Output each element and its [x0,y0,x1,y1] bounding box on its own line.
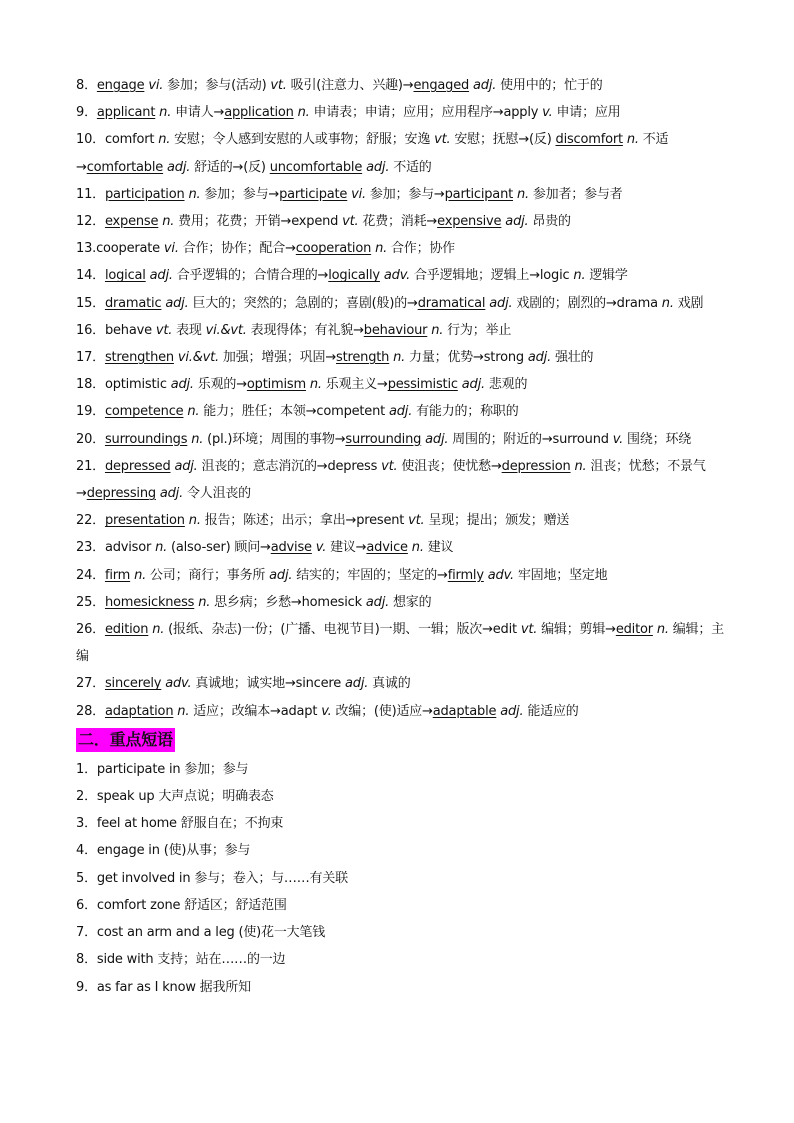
entry-text: 安慰；令人感到安慰的人或事物；舒服；安逸 [170,132,435,148]
entry-text: 合作；协作；配合→ [178,241,296,257]
part-of-speech: v. [315,540,327,556]
entry-text: 舒适的→(反) [190,159,270,175]
keyword: expensive [437,214,502,230]
entry-text: 吸引(注意力、兴趣)→ [286,78,414,93]
part-of-speech: n. [516,186,529,202]
vocab-entry [76,235,726,262]
vocab-entry [76,426,726,453]
part-of-speech: n. [134,567,147,583]
vocab-entry [76,126,726,180]
part-of-speech: vt. [434,132,451,148]
entry-text: 9． [76,105,97,121]
entry-text: 14． [76,268,105,284]
keyword: participation [104,186,185,202]
vocab-entry [76,670,726,697]
entry-text: 令人沮丧的 [183,486,251,502]
keyword: logically [328,268,380,284]
entry-text: 不适的 [389,159,432,175]
part-of-speech: adj. [489,295,513,311]
phrase-item: 1．participate in 参加；参与 [76,761,249,777]
vocab-entry [76,698,726,725]
entry-text: 周围的；附近的→surround [448,431,613,447]
vocab-entry [76,72,726,99]
part-of-speech: adj. [505,214,529,230]
part-of-speech: vt. [342,214,359,230]
entry-text: 结实的；牢固的；坚定的→ [292,567,448,583]
part-of-speech: n. [661,295,674,311]
part-of-speech: vi. [148,78,164,93]
vocab-entry [76,344,726,371]
phrase-item: 4．engage in (使)从事；参与 [76,843,251,859]
entry-text: 参加者；参与者 [528,186,623,202]
part-of-speech: adj. [425,431,449,447]
part-of-speech: vi. [163,241,179,257]
part-of-speech: n. [309,377,322,393]
keyword: comfortable [86,159,164,175]
entry-text: 乐观主义→ [321,377,388,393]
entry-text: 27． [76,676,105,692]
part-of-speech: n. [573,268,586,284]
entry-text: 申请表；申请；应用；应用程序→apply [309,105,543,121]
entry-text: 20． [76,431,105,447]
vocab-entry [76,562,726,589]
entry-text: 戏剧的；剧烈的→drama [512,295,662,311]
keyword: participant [444,186,514,202]
keyword: firmly [447,567,484,583]
part-of-speech: vt. [270,78,287,93]
part-of-speech: v. [542,105,553,121]
entry-text: 编辑；剪辑→ [537,622,616,638]
keyword: presentation [104,513,185,529]
part-of-speech: adj. [269,567,293,583]
part-of-speech: n. [188,186,201,202]
vocab-entry [76,262,726,289]
entry-text: 呈现；提出；颁发；赠送 [424,513,570,529]
entry-text: 公司；商行；事务所 [146,567,270,583]
entry-text: 沮丧的；意志消沉的→depress [197,458,382,474]
keyword: dramatic [104,295,162,311]
entry-text: 悲观的 [484,377,528,393]
part-of-speech: n. [297,105,310,121]
keyword: applicant [96,105,156,121]
keyword: depressed [104,458,171,474]
part-of-speech: adj. [170,377,194,393]
entry-text: 建议→ [326,540,367,556]
entry-text: 28． [76,703,105,719]
part-of-speech: adj. [345,676,369,692]
entry-text: 使沮丧；使忧愁→ [397,458,502,474]
keyword: advise [270,540,312,556]
part-of-speech: adj. [167,159,191,175]
vocab-entry [76,589,726,616]
keyword: homesickness [104,594,195,610]
entry-text: 牢固地；坚定地 [513,567,608,583]
part-of-speech: vi.&vt. [205,322,247,338]
keyword: application [224,105,294,121]
entry-text: (报纸、杂志)一份；(广播、电视节目)一期、一辑；版次→edit [164,622,521,638]
part-of-speech: n. [177,703,190,719]
keyword: sincerely [104,676,162,692]
part-of-speech: adj. [159,486,184,502]
vocab-entry [76,99,726,126]
part-of-speech: n. [393,350,406,366]
entry-text: 22． [76,513,105,529]
keyword: engage [96,78,145,93]
keyword: depression [501,458,571,474]
part-of-speech: n. [162,214,175,230]
entry-text: 想家的 [389,594,432,610]
entry-text: 16．behave [76,322,156,338]
entry-text: 改编；(使)适应→ [331,703,433,719]
entry-text: 报告；陈述；出示；拿出→present [200,513,409,529]
entry-text: 昂贵的 [528,214,571,230]
phrase-item: 8．side with 支持；站在……的一边 [76,952,286,968]
part-of-speech: adv. [487,567,514,583]
entry-text: 力量；优势→strong [405,350,528,366]
entry-text: 安慰；抚慰→(反) [450,132,556,148]
keyword: depressing [86,486,156,502]
vocab-entry [76,616,726,670]
phrase-item: 9．as far as I know 据我所知 [76,979,251,995]
entry-text: 思乡病；乡愁→homesick [210,594,366,610]
entry-text: 建议 [423,540,454,556]
keyword: firm [104,567,131,583]
part-of-speech: vi. [351,186,366,202]
keyword: discomfort [555,132,623,148]
entry-text: 19． [76,404,105,420]
keyword: adaptable [432,703,497,719]
phrase-list [76,756,726,1001]
part-of-speech: adv. [165,676,192,692]
entry-text: 戏剧 [673,295,704,311]
keyword: dramatical [417,295,486,311]
entry-text: 能力；胜任；本领→competent [199,404,389,420]
entry-text: (pl.)环境；周围的事物→ [203,431,346,447]
entry-text: 乐观的→ [193,377,247,393]
entry-text: 12． [76,214,105,230]
part-of-speech: v. [321,703,332,719]
vocab-entry [76,534,726,561]
entry-text: 24． [76,567,105,583]
section-heading: 二．重点短语 [76,728,175,752]
vocab-entry [76,208,726,235]
entry-text: 合作；协作 [387,241,455,257]
entry-text: 13.cooperate [76,241,164,257]
keyword: competence [104,404,184,420]
part-of-speech: vt. [381,458,398,474]
entry-text: 不适→ [76,132,669,175]
part-of-speech: adj. [461,377,485,393]
part-of-speech: v. [612,431,624,447]
entry-text: 申请人→ [171,105,225,121]
entry-text: 参加；参与(活动) [163,78,271,93]
part-of-speech: n. [431,322,444,338]
entry-text: 强壮的 [551,350,594,366]
entry-text: 26． [76,622,105,638]
keyword: advice [366,540,408,556]
keyword: edition [104,622,149,638]
entry-text: 费用；花费；开销→expend [174,214,343,230]
phrase-item: 7．cost an arm and a leg (使)花一大笔钱 [76,925,326,941]
entry-text: 行为；举止 [443,322,512,338]
keyword: optimism [246,377,306,393]
entry-text: 8． [76,78,97,93]
part-of-speech: adj. [366,159,390,175]
part-of-speech: adj. [149,268,173,284]
entry-text: 表现得体；有礼貌→ [246,322,364,338]
keyword: surroundings [104,431,188,447]
part-of-speech: n. [411,540,424,556]
entry-text: 参加；参与→ [366,186,445,202]
entry-text: 25． [76,594,105,610]
entry-text: 18．optimistic [76,377,171,393]
entry-text: 表现 [172,322,206,338]
part-of-speech: n. [198,594,211,610]
vocabulary-list [76,72,726,725]
entry-text: 逻辑学 [585,268,628,284]
phrase-item: 2．speak up 大声点说；明确表态 [76,789,274,805]
keyword: engaged [413,78,470,93]
entry-text: 11． [76,186,105,202]
entry-text: 使用中的；忙于的 [496,78,603,93]
keyword: pessimistic [387,377,458,393]
entry-text: 能适应的 [523,703,579,719]
keyword: expense [104,214,159,230]
part-of-speech: adj. [500,703,524,719]
vocab-entry [76,181,726,208]
part-of-speech: n. [626,132,639,148]
entry-text: 适应；改编本→adapt [189,703,322,719]
vocab-entry [76,290,726,317]
entry-text: 真诚的 [368,676,411,692]
phrase-item: 6．comfort zone 舒适区；舒适范围 [76,897,287,913]
part-of-speech: vt. [155,322,173,338]
keyword: surrounding [345,431,422,447]
keyword: adaptation [104,703,174,719]
part-of-speech: adj. [388,404,413,420]
entry-text: 加强；增强；巩固→ [219,350,337,366]
part-of-speech: vt. [520,622,538,638]
part-of-speech: adj. [473,78,497,93]
entry-text: 有能力的；称职的 [412,404,519,420]
part-of-speech: adj. [365,594,390,610]
entry-text: (also-ser) 顾问→ [167,540,271,556]
part-of-speech: adj. [165,295,189,311]
keyword: cooperation [295,241,372,257]
vocab-entry [76,398,726,425]
document-page [76,72,726,1001]
part-of-speech: n. [155,540,168,556]
entry-text: 花费；消耗→ [358,214,438,230]
keyword: behaviour [363,322,428,338]
entry-text: 23．advisor [76,540,156,556]
part-of-speech: adj. [527,350,552,366]
phrase-item: 3．feel at home 舒服自在；不拘束 [76,816,284,832]
part-of-speech: n. [656,622,669,638]
part-of-speech: n. [188,513,201,529]
part-of-speech: n. [159,105,172,121]
part-of-speech: adv. [383,268,411,284]
entry-text: 17． [76,350,105,366]
part-of-speech: n. [158,132,171,148]
part-of-speech: n. [191,431,204,447]
keyword: strengthen [104,350,174,366]
part-of-speech: n. [152,622,165,638]
entry-text: 编辑；主编 [76,622,724,665]
entry-text: 申请；应用 [552,105,621,121]
part-of-speech: n. [375,241,388,257]
entry-text: 巨大的；突然的；急剧的；喜剧(般)的→ [188,295,418,311]
keyword: editor [615,622,653,638]
entry-text: 真诚地；诚实地→sincere [191,676,346,692]
keyword: strength [336,350,390,366]
part-of-speech: n. [187,404,200,420]
entry-text: 21． [76,458,105,474]
part-of-speech: vt. [408,513,425,529]
entry-text: 合乎逻辑地；逻辑上→logic [410,268,574,284]
vocab-entry [76,317,726,344]
keyword: uncomfortable [269,159,363,175]
keyword: logical [104,268,146,284]
vocab-entry [76,371,726,398]
vocab-entry [76,453,726,507]
vocab-entry [76,507,726,534]
phrase-item: 5．get involved in 参与；卷入；与……有关联 [76,870,348,886]
entry-text: 10．comfort [76,132,159,148]
entry-text: 围绕；环绕 [623,431,692,447]
part-of-speech: n. [574,458,587,474]
entry-text: 合乎逻辑的；合情合理的→ [172,268,329,284]
entry-text: 沮丧；忧愁；不景气→ [76,458,706,502]
part-of-speech: vi.&vt. [177,350,219,366]
keyword: participate [279,186,348,202]
entry-text: 15． [76,295,105,311]
section-heading-wrap [76,725,726,756]
part-of-speech: adj. [174,458,198,474]
entry-text: 参加；参与→ [200,186,280,202]
